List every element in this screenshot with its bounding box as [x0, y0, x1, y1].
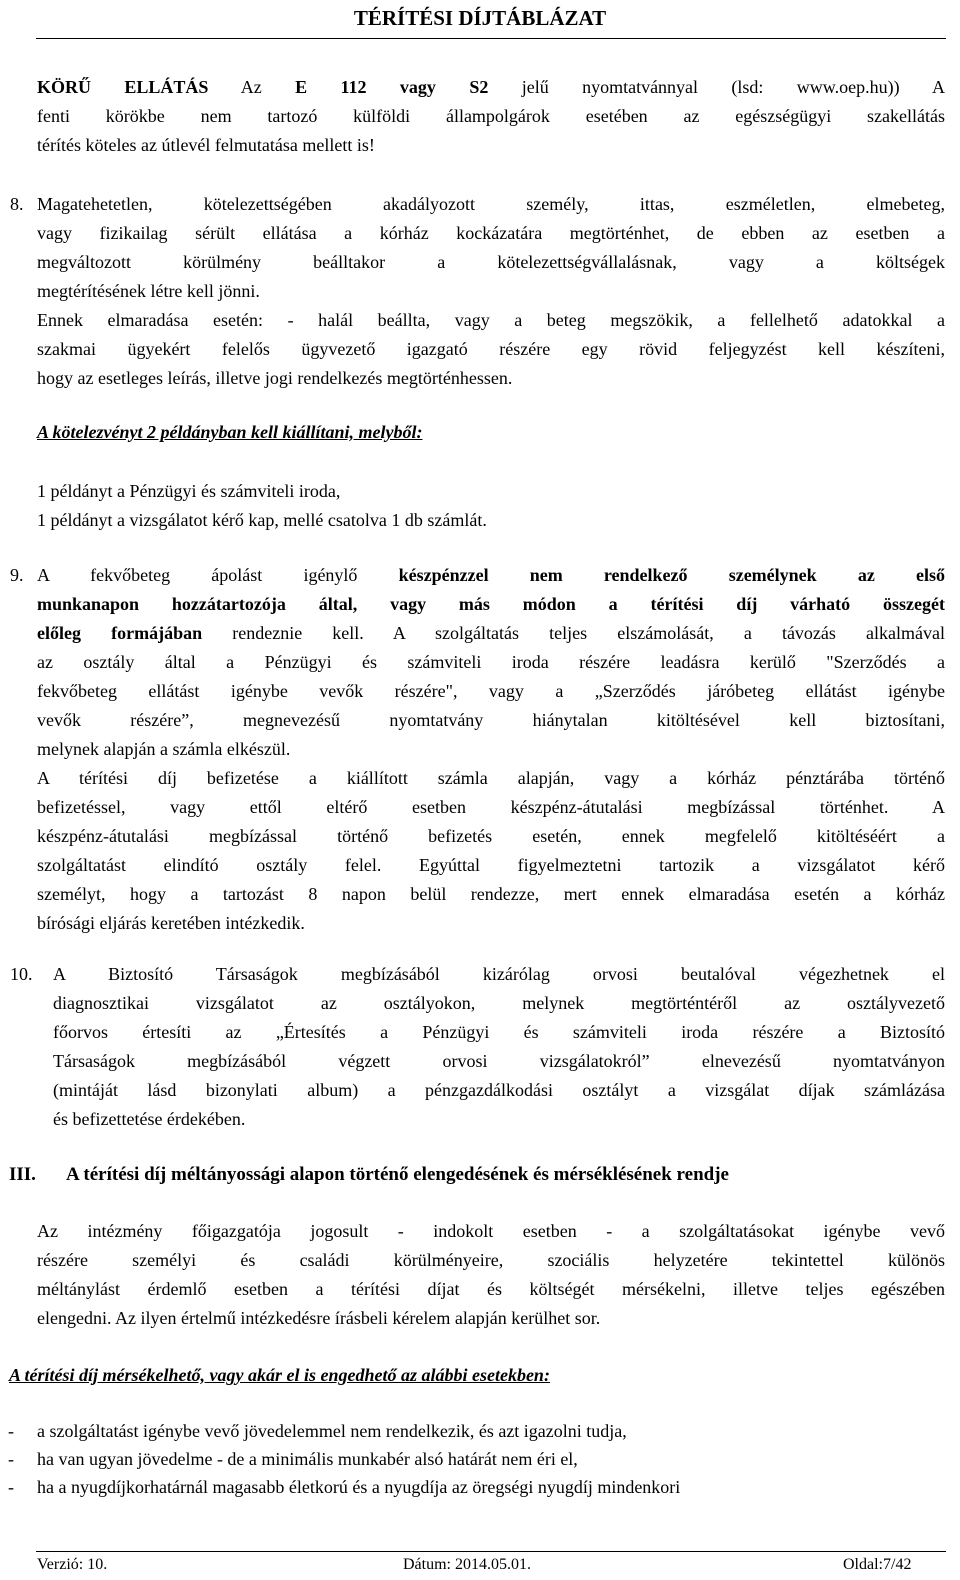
item-10-line-5: (mintáját lásd bizonylati album) a pénzgazdálkodási osztályt a vizsgálat díjak számlázása	[53, 1080, 945, 1100]
list-item-text: ha a nyugdíjkorhatárnál magasabb életkorú és a nyugdíja az öregségi nyugdíj mindenkori	[37, 1477, 681, 1497]
page-title: TÉRÍTÉSI DÍJTÁBLÁZAT	[353, 6, 607, 30]
intro-line-1	[37, 73, 945, 102]
section-3-number: III.	[9, 1164, 36, 1185]
item-10-line-2: diagnosztikai vizsgálatot az osztályokon, melynek megtörténtéről az osztályvezető	[53, 993, 945, 1013]
section-3-line-3: méltánylást érdemlő esetben a térítési díjat és költségét mérsékelni, illetve teljes egészében	[37, 1279, 945, 1299]
intro-line-2: fenti körökbe nem tartozó külföldi állampolgárok esetében az egészségügyi szakellátás	[37, 106, 945, 126]
list-dash: -	[8, 1421, 14, 1441]
item-10-text-1: A Biztosító Társaságok megbízásából kizárólag orvosi beutalóval végezhetnek el	[53, 964, 945, 984]
footer-page-number: Oldal:7/42	[843, 1556, 912, 1573]
section-3-title: A térítési díj méltányossági alapon történő elengedésének és mérséklésének rendje	[66, 1164, 729, 1185]
item-8	[10, 190, 945, 219]
list-item	[8, 1445, 948, 1473]
item-9-line-12: személyt, hogy a tartozást 8 napon belül rendezze, mert ennek elmaradása esetén a kórház	[37, 884, 945, 904]
item-9-line-1	[10, 561, 945, 590]
item-9-line-3	[37, 619, 945, 648]
item-10-line-6: és befizettetése érdekében.	[53, 1109, 246, 1129]
item-8-line-2: vagy fizikailag sérült ellátása a kórház kockázatára megtörténhet, de ebben az esetben a	[37, 223, 945, 243]
item-8-line-5: Ennek elmaradása esetén: - halál beállta, vagy a beteg megszökik, a fellelhető adatokkal a	[37, 310, 945, 330]
footer-date: Dátum: 2014.05.01.	[403, 1556, 531, 1573]
mersekelheto-heading: A térítési díj mérsékelhető, vagy akár el is engedhető az alábbi esetekben:	[9, 1365, 550, 1385]
item-9-line-6: vevők részére”, megnevezésű nyomtatvány hiánytalan kitöltésével kell biztosítani,	[37, 710, 945, 730]
kotelezveny-heading: A kötelezvényt 2 példányban kell kiállítani, melyből:	[37, 422, 423, 442]
item-9-line-7: melynek alapján a számla elkészül.	[37, 739, 291, 759]
intro-text-2: jelű nyomtatvánnyal (lsd: www.oep.hu)) A	[488, 77, 945, 97]
intro-bold-2: E 112 vagy S2	[295, 77, 489, 97]
list-item-text: ha van ugyan jövedelme - de a minimális munkabér alsó határát nem éri el,	[37, 1449, 578, 1469]
kotelezveny-line-1: 1 példányt a Pénzügyi és számviteli iroda,	[37, 481, 341, 501]
intro-line-3: térítés köteles az útlevél felmutatása mellett is!	[37, 135, 375, 155]
item-9	[10, 561, 945, 590]
item-9-line-8: A térítési díj befizetése a kiállított számla alapján, vagy a kórház pénztárába történő	[37, 768, 945, 788]
intro-text-1: Az	[208, 77, 296, 97]
item-9-line-2: munkanapon hozzátartozója által, vagy más módon a térítési díj várható összegét	[37, 594, 945, 614]
intro-bold-1: KÖRŰ ELLÁTÁS	[37, 77, 209, 97]
list-dash: -	[8, 1477, 14, 1497]
item-9-bold-2: előleg formájában	[37, 623, 203, 643]
item-10-line-1	[10, 960, 945, 989]
item-9-line-10: készpénz-átutalási megbízással történő befizetés esetén, ennek megfelelő kitöltéséért a	[37, 826, 945, 846]
item-9-bold-1: készpénzzel nem rendelkező személynek az első	[398, 565, 945, 585]
kotelezveny-list	[37, 477, 945, 535]
item-8-body	[37, 219, 945, 393]
item-8-line-7: hogy az esetleges leírás, illetve jogi rendelkezés megtörténhessen.	[37, 368, 513, 388]
item-9-line-13: bírósági eljárás keretében intézkedik.	[37, 913, 305, 933]
item-9-line-9: befizetéssel, vagy ettől eltérő esetben készpénz-átutalási megbízással történhet. A	[37, 797, 945, 817]
item-10-line-4: Társaságok megbízásából végzett orvosi vizsgálatokról” elnevezésű nyomtatványon	[53, 1051, 945, 1071]
item-8-line-1	[10, 190, 945, 219]
list-item	[8, 1473, 948, 1501]
kotelezveny-line-2: 1 példányt a vizsgálatot kérő kap, mellé csatolva 1 db számlát.	[37, 510, 487, 530]
item-10-body	[53, 989, 945, 1134]
item-9-text-3: rendeznie kell. A szolgáltatás teljes elszámolását, a távozás alkalmával	[202, 623, 946, 643]
item-10-line-3: főorvos értesíti az „Értesítés a Pénzügyi és számviteli iroda részére a Biztosító	[53, 1022, 945, 1042]
list-item-text: a szolgáltatást igénybe vevő jövedelemmel nem rendelkezik, és azt igazolni tudja,	[37, 1421, 627, 1441]
section-3-paragraph	[37, 1217, 945, 1333]
item-8-text-1: Magatehetetlen, kötelezettségében akadályozott személy, ittas, eszméletlen, elmebeteg,	[37, 194, 945, 214]
item-8-number: 8.	[10, 194, 24, 214]
footer-divider	[36, 1551, 946, 1552]
item-9-line-4: az osztály által a Pénzügyi és számviteli iroda részére leadásra kerülő "Szerződés a	[37, 652, 945, 672]
item-8-line-3: megváltozott körülmény beálltakor a kötelezettségvállalásnak, vagy a költségek	[37, 252, 945, 272]
section-3-line-4: elengedni. Az ilyen értelmű intézkedésre írásbeli kérelem alapján kerülhet sor.	[37, 1308, 601, 1328]
list-dash: -	[8, 1449, 14, 1469]
item-9-text-1: A fekvőbeteg ápolást igénylő	[37, 565, 399, 585]
item-9-line-11: szolgáltatást elindító osztály felel. Egyúttal figyelmeztetni tartozik a vizsgálatot kérő	[37, 855, 945, 875]
mersekelheto-block	[9, 1361, 945, 1390]
item-8-line-4: megtérítésének létre kell jönni.	[37, 281, 260, 301]
header-divider	[36, 38, 946, 39]
item-9-line-5: fekvőbeteg ellátást igénybe vevők részére", vagy a „Szerződés járóbeteg ellátást igénybe	[37, 681, 945, 701]
item-9-number: 9.	[10, 565, 24, 585]
kotelezveny-block	[37, 418, 945, 447]
item-10-number: 10.	[10, 964, 33, 984]
list-item	[8, 1417, 948, 1445]
page-footer	[0, 1556, 960, 1580]
section-3-line-1: Az intézmény főigazgatója jogosult - indokolt esetben - a szolgáltatásokat igénybe vevő	[37, 1221, 945, 1241]
footer-version: Verzió: 10.	[37, 1556, 108, 1573]
section-3-line-2: részére személyi és családi körülményeire, szociális helyzetére tekintettel különös	[37, 1250, 945, 1270]
item-8-line-6: szakmai ügyekért felelős ügyvezető igazgató részére egy rövid feljegyzést kell készíteni,	[37, 339, 945, 359]
intro-paragraph	[37, 73, 945, 160]
item-9-body	[37, 590, 945, 938]
item-10	[10, 960, 945, 989]
